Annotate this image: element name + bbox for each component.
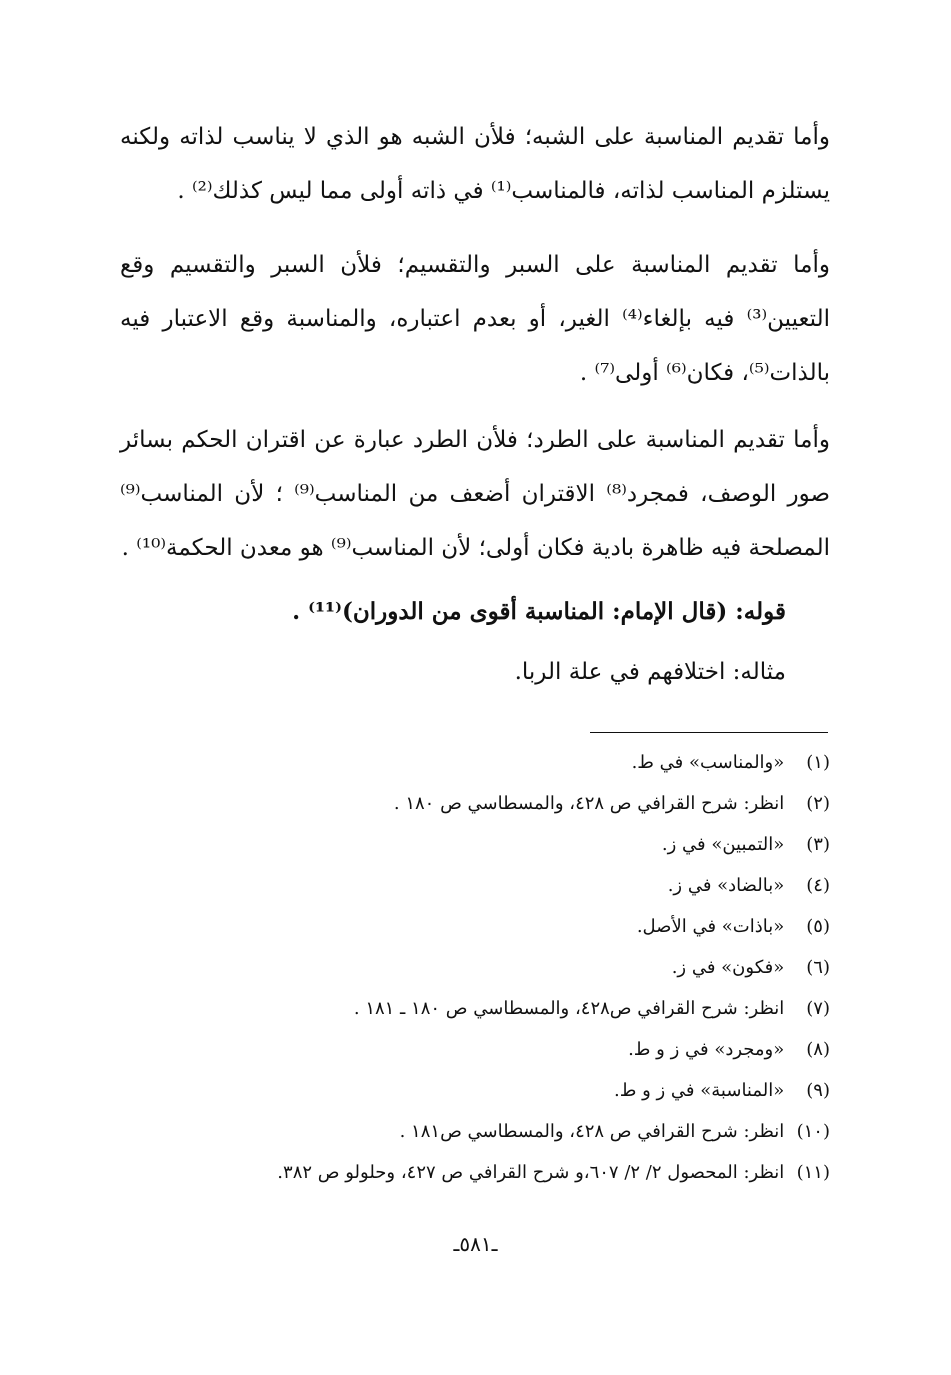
footnote-number: (٩) — [806, 1080, 830, 1101]
footnote-number: (٥) — [806, 916, 830, 937]
footnote-item — [120, 824, 830, 865]
footnote-item — [120, 1152, 830, 1193]
footnote-text: «بالضاد» في ز. — [667, 875, 785, 896]
footnote-text: «ومجرد» في ز و ط. — [628, 1039, 785, 1060]
paragraph-tard: وأما تقديم المناسبة على الطرد؛ فلأن الطرد عبارة عن اقتران الحكم بسائر صور الوصف، فمجرد⁽⁸⁾ الاقتران أضعف من المناسب⁽⁹⁾ ؛ لأن المناسب⁽⁹⁾ المصلحة فيه ظاهرة بادية فكان أولى؛ لأن المناسب⁽⁹⁾ هو معدن الحكمة⁽¹⁰⁾ . — [120, 427, 830, 561]
footnote-text: «والمناسب» في ط. — [631, 752, 785, 773]
quote-heading: قوله: (قال الإمام: المناسبة أقوى من الدوران)⁽¹¹⁾ . — [292, 598, 786, 625]
footnote-text: انظر: شرح القرافي ص ٤٢٨، والمسطاسي ص١٨١ . — [399, 1121, 785, 1142]
footnote-text: «فكون» في ز. — [671, 957, 785, 978]
footnote-text: انظر: شرح القرافي ص ٤٢٨، والمسطاسي ص ١٨٠ . — [393, 793, 785, 814]
footnote-number: (٤) — [806, 875, 830, 896]
footnote-number: (٣) — [806, 834, 830, 855]
footnote-text: «المناسبة» في ز و ط. — [614, 1080, 785, 1101]
footnote-item — [120, 906, 830, 947]
footnote-item — [120, 988, 830, 1029]
footnote-number: (١١) — [796, 1162, 830, 1183]
footnote-number: (٢) — [806, 793, 830, 814]
footnote-item — [120, 865, 830, 906]
footnote-divider — [590, 732, 828, 733]
footnote-number: (٦) — [806, 957, 830, 978]
footnote-number: (١) — [806, 752, 830, 773]
example-line: مثاله: اختلافهم في علة الربا. — [514, 659, 786, 685]
footnote-number: (٧) — [806, 998, 830, 1019]
footnote-item — [120, 947, 830, 988]
footnote-text: «باذات» في الأصل. — [636, 916, 785, 937]
footnote-number: (١٠) — [796, 1121, 830, 1142]
footnote-text: انظر: المحصول ٢/ ٢/ ٦٠٧،و شرح القرافي ص ٤٢٧، وحلولو ص ٣٨٢. — [277, 1162, 785, 1183]
paragraph-sabr-taqsim: وأما تقديم المناسبة على السبر والتقسيم؛ فلأن السبر والتقسيم وقع التعيين⁽³⁾ فيه بإلغاء⁽⁴⁾ الغير، أو بعدم اعتباره، والمناسبة وقع الاعتبار فيه بالذات⁽⁵⁾، فكان⁽⁶⁾ أولى⁽⁷⁾ . — [120, 252, 830, 386]
footnote-number: (٨) — [806, 1039, 830, 1060]
footnote-item — [120, 783, 830, 824]
footnote-text: «التمبين» في ز. — [661, 834, 785, 855]
paragraph-shabah: وأما تقديم المناسبة على الشبه؛ فلأن الشبه هو الذي لا يناسب لذاته ولكنه يستلزم المناسب لذاته، فالمناسب⁽¹⁾ في ذاته أولى مما ليس كذلك⁽²⁾ . — [120, 124, 830, 204]
footnote-text: انظر: شرح القرافي ص٤٢٨، والمسطاسي ص ١٨٠ ـ ١٨١ . — [353, 998, 785, 1019]
footnote-item — [120, 1070, 830, 1111]
footnote-item — [120, 1111, 830, 1152]
footnote-item — [120, 1029, 830, 1070]
footnotes-list — [120, 742, 830, 1193]
page-number: ـ٥٨١ـ — [453, 1232, 498, 1256]
footnote-item — [120, 742, 830, 783]
